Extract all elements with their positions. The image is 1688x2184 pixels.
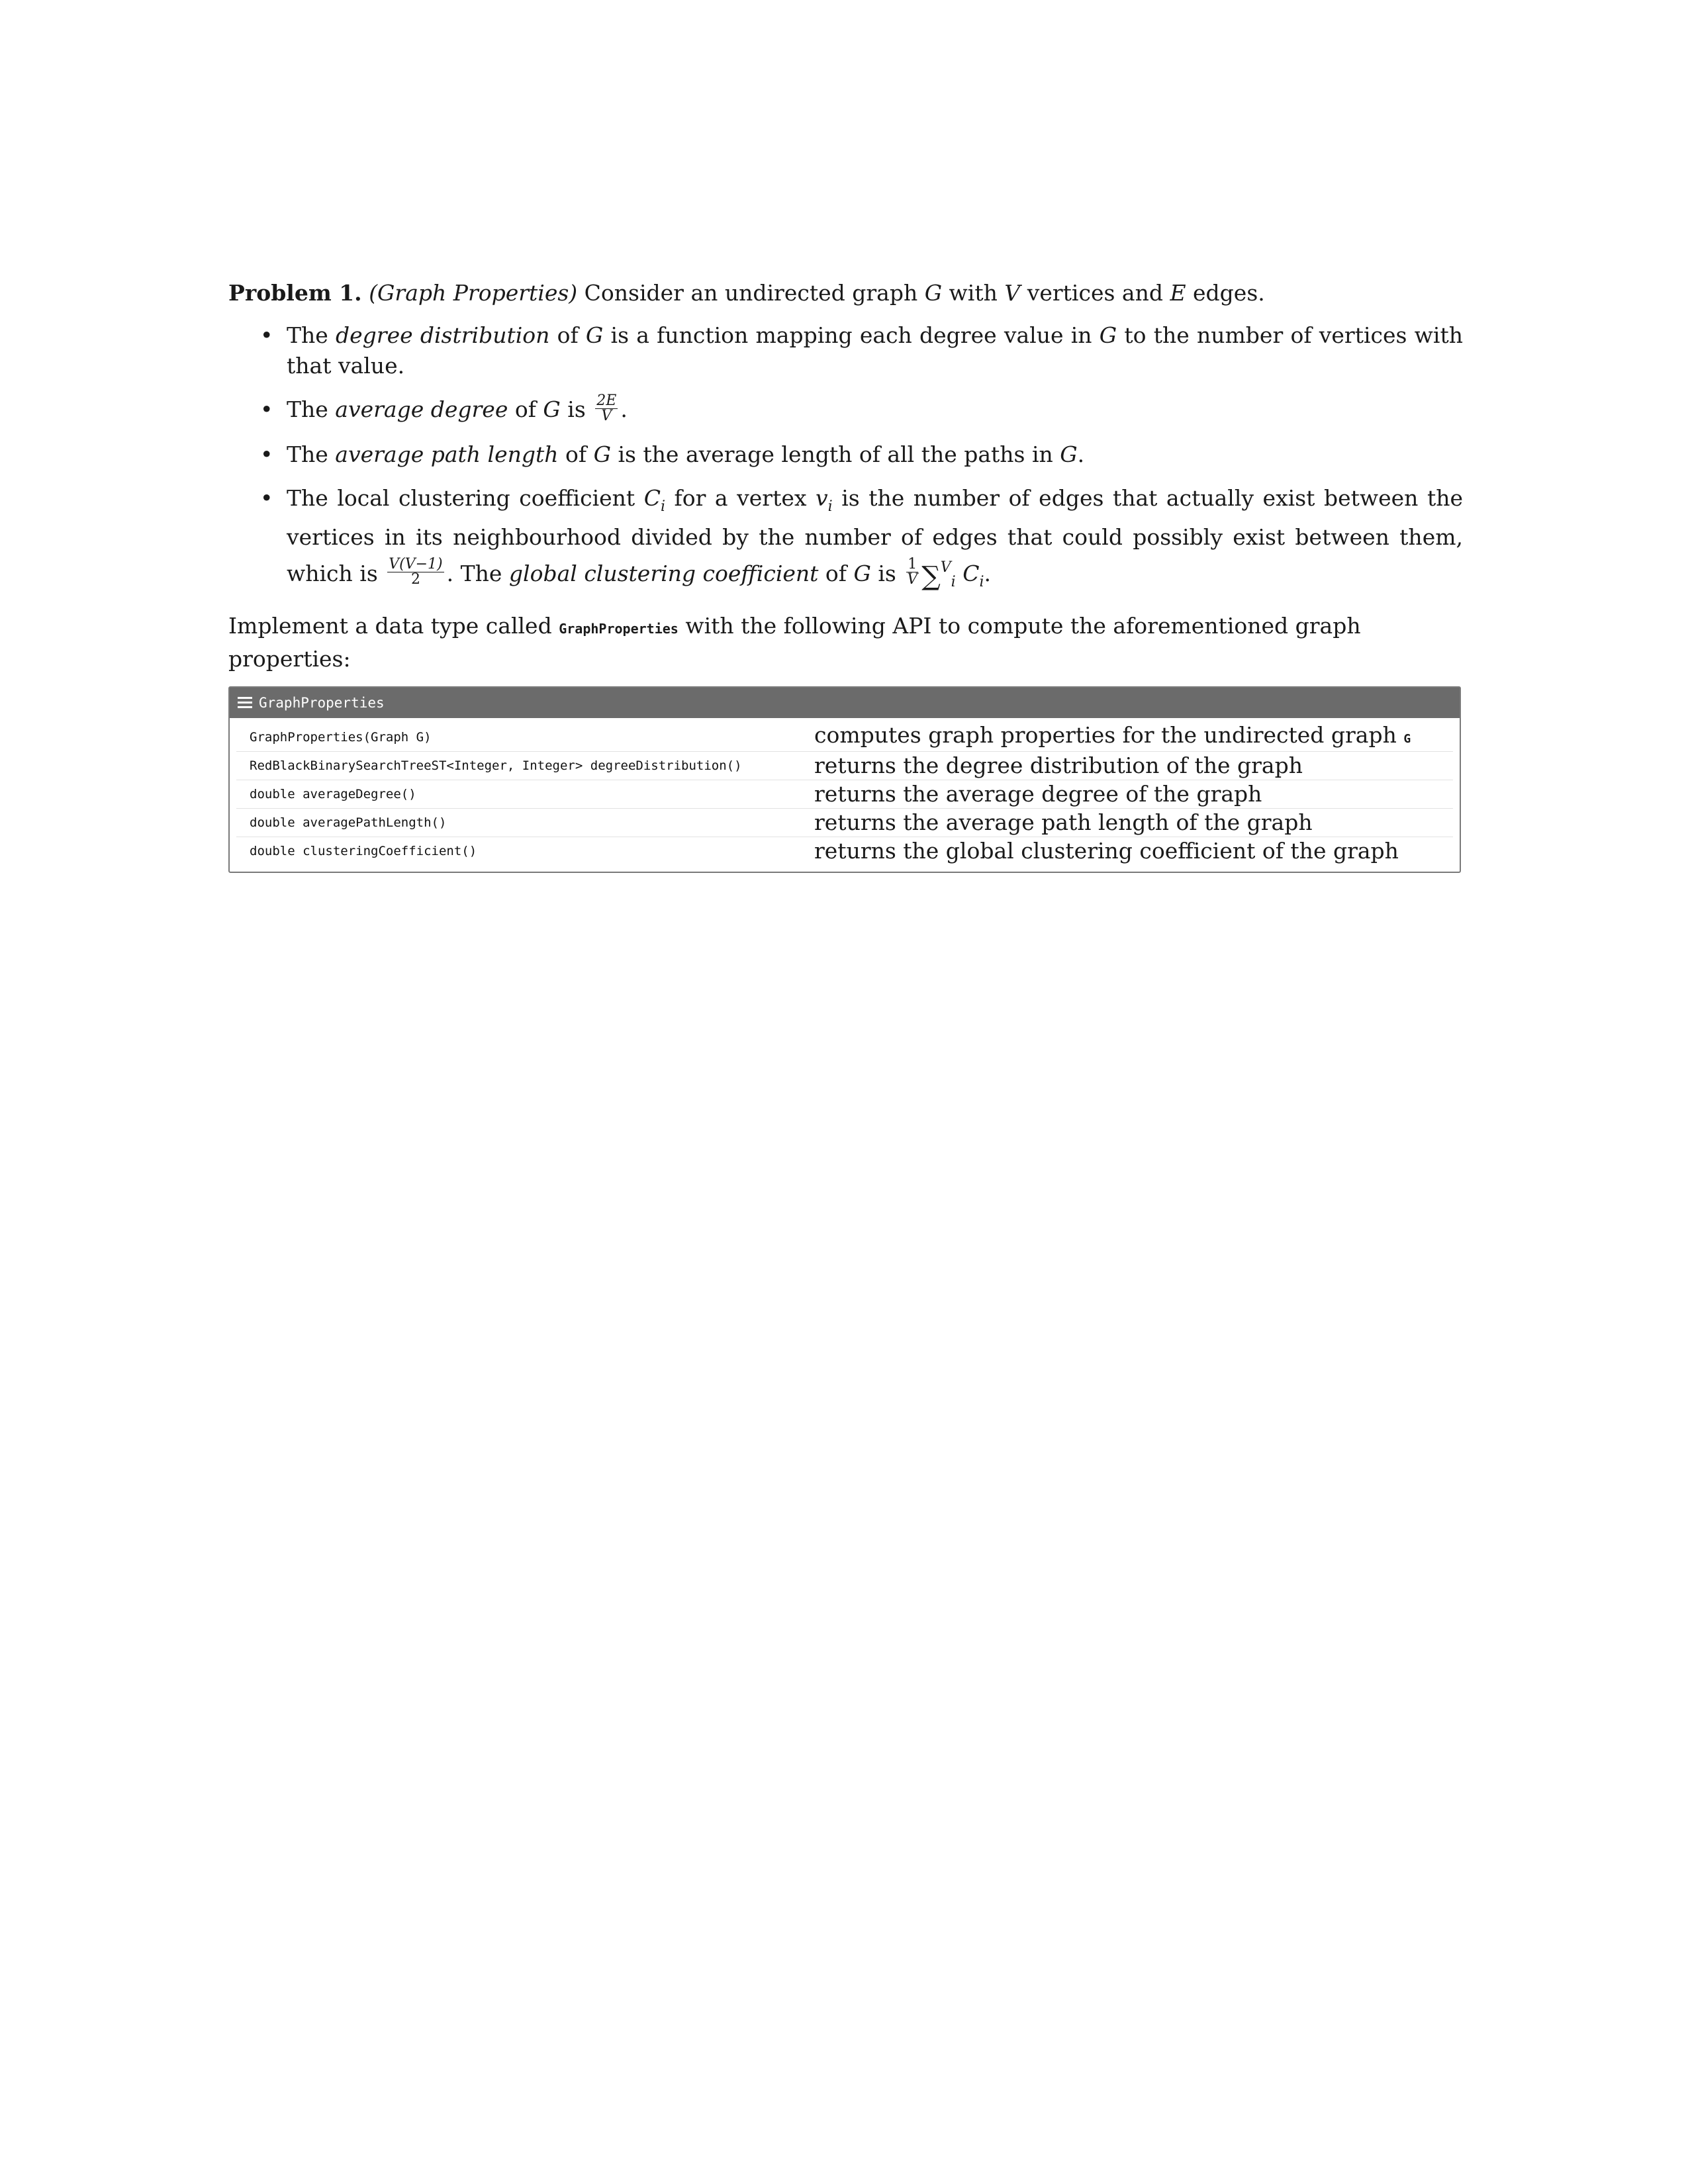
subscript: i [979, 573, 984, 590]
fraction-2e-over-v [595, 394, 618, 424]
text: for a vertex [665, 484, 816, 511]
term: degree distribution [336, 322, 550, 348]
term: clustering coefficient [584, 560, 819, 586]
text: The [287, 441, 336, 467]
subscript: i [827, 498, 833, 515]
inline-code: GraphProperties [559, 620, 679, 637]
text: . The [446, 560, 509, 586]
math-c: C [962, 560, 980, 586]
text: of [558, 441, 594, 467]
fraction-denominator: 2 [410, 571, 420, 588]
menu-icon [238, 697, 252, 709]
text: The [287, 322, 336, 348]
api-row [236, 723, 1453, 752]
fraction-numerator: V(V−1) [389, 556, 443, 572]
api-signature: GraphProperties(Graph G) [250, 729, 432, 745]
api-row [236, 837, 1453, 865]
math-g: G [543, 396, 561, 422]
api-row [236, 809, 1453, 837]
text: is the number of edges that actually exist between the vertices in its neighbourhood divided by the number of edges that could possibly exist between them, which is [287, 484, 1463, 586]
definition-degree-distribution [260, 320, 1463, 381]
problem-title: (Graph Properties) [369, 280, 578, 306]
bullet-icon: • [260, 484, 273, 511]
math-c: C [643, 484, 661, 511]
text: Implement a data type called [228, 612, 559, 639]
fraction-1-over-v [906, 557, 919, 587]
definition-average-path-length [260, 439, 1463, 470]
fraction-denominator: V [907, 571, 918, 588]
problem-intro-text: with [942, 280, 1005, 306]
api-description: returns the average degree of the graph [814, 780, 1262, 807]
math-e: E [1170, 280, 1186, 306]
math-g: G [593, 441, 611, 467]
problem-intro-text: vertices and [1020, 280, 1170, 306]
api-row [236, 780, 1453, 809]
api-signature: double clusteringCoefficient() [250, 843, 477, 858]
api-rows [230, 718, 1460, 872]
api-description: returns the global clustering coefficient of the graph [814, 837, 1399, 864]
fraction-numerator: 1 [908, 556, 917, 572]
problem-intro-text: Consider an undirected graph [584, 280, 925, 306]
definitions-list [228, 320, 1463, 598]
text: . [984, 560, 992, 586]
term: average degree [335, 396, 508, 422]
api-table [228, 686, 1461, 873]
problem-statement [228, 278, 1463, 308]
subscript: i [951, 573, 956, 590]
math-v: v [816, 484, 828, 511]
fraction-denominator: V [601, 407, 612, 424]
term: global [508, 560, 577, 586]
term: average path length [335, 441, 559, 467]
inline-code: G [1403, 731, 1411, 746]
api-header [230, 688, 1460, 718]
bullet-icon: • [260, 441, 273, 467]
api-description-text: computes graph properties for the undirected graph [814, 721, 1404, 748]
definition-clustering-coefficient [260, 483, 1463, 598]
math-g: G [853, 560, 871, 586]
text: is [560, 396, 593, 422]
problem-label: Problem 1. [228, 280, 362, 306]
text: . [1077, 441, 1085, 467]
math-g: G [585, 322, 604, 348]
text: to the number of vertices with that value. [287, 322, 1464, 379]
document-body [228, 278, 1463, 873]
text: is [870, 560, 904, 586]
fraction-v-v-minus-1-over-2 [387, 557, 444, 587]
implement-statement [228, 611, 1463, 674]
subscript: i [660, 498, 666, 515]
api-header-title: GraphProperties [259, 694, 385, 711]
api-description: returns the degree distribution of the graph [814, 752, 1303, 778]
text: of [508, 396, 543, 422]
text: of [549, 322, 586, 348]
sum-symbol: ∑ [921, 561, 941, 592]
api-description [814, 720, 1411, 754]
math-g: G [1099, 322, 1117, 348]
text: is a function mapping each degree value in [603, 322, 1100, 348]
api-signature: RedBlackBinarySearchTreeST<Integer, Integer> degreeDistribution() [250, 758, 742, 773]
text: The local clustering coefficient [287, 484, 644, 511]
text: is the average length of all the paths in [610, 441, 1060, 467]
text: The [287, 396, 336, 422]
api-signature: double averagePathLength() [250, 815, 447, 830]
math-g: G [1060, 441, 1078, 467]
math-v: V [1004, 280, 1021, 306]
bullet-icon: • [260, 322, 273, 348]
text: of [818, 560, 854, 586]
api-description: returns the average path length of the graph [814, 809, 1313, 835]
api-row [236, 752, 1453, 780]
fraction-numerator: 2E [596, 392, 617, 409]
bullet-icon: • [260, 396, 273, 422]
definition-average-degree [260, 394, 1463, 426]
superscript: V [940, 559, 951, 576]
problem-intro-text: edges. [1186, 280, 1265, 306]
text: with the following API to compute the aforementioned graph properties: [228, 612, 1361, 672]
text: . [620, 396, 628, 422]
math-g: G [924, 280, 943, 306]
api-signature: double averageDegree() [250, 786, 416, 801]
